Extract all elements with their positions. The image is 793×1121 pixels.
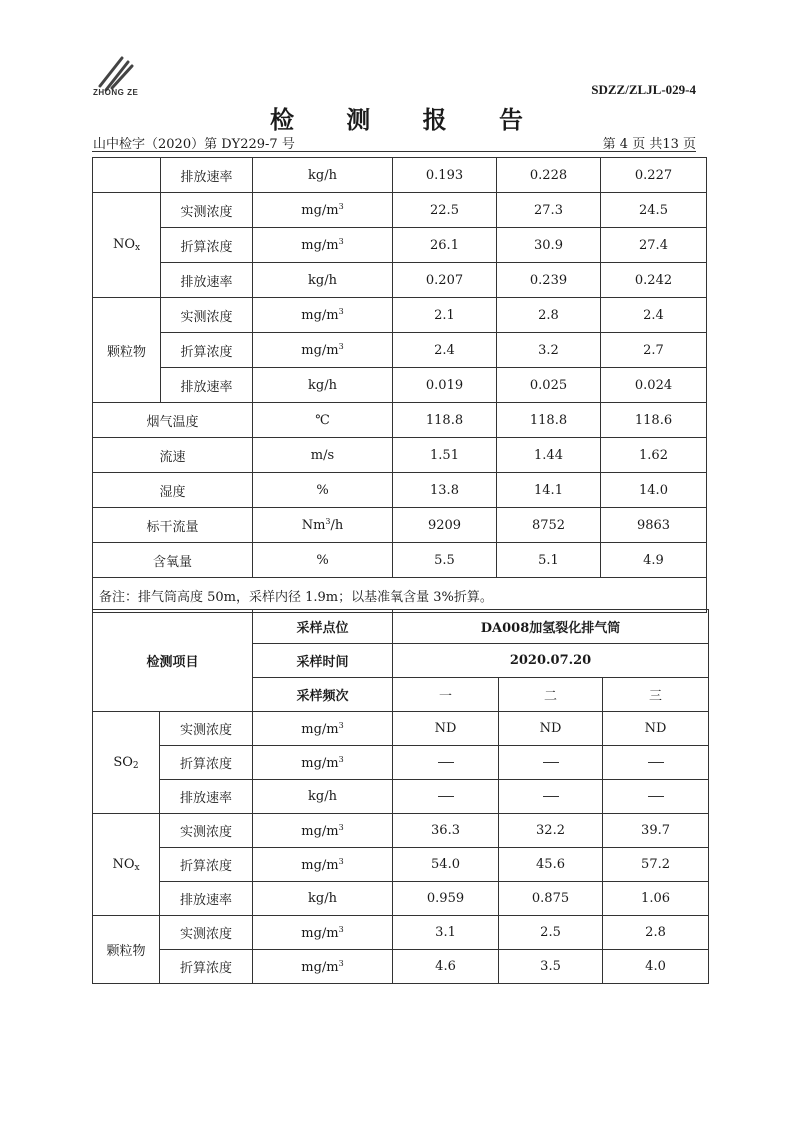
unit-cell: $mg/m^3$ [253, 298, 393, 333]
header-rule [92, 151, 696, 152]
value-cell: 54.0 [393, 848, 499, 882]
note-row [93, 578, 707, 613]
value-cell: 0.227 [601, 158, 707, 193]
unit-cell: $mg/m^3$ [253, 950, 393, 984]
table-row [93, 298, 707, 333]
value-cell: 118.6 [601, 403, 707, 438]
table-row [93, 438, 707, 473]
value-cell: 2.8 [497, 298, 601, 333]
sampling-frequency-label: 采样频次 [253, 678, 393, 712]
logo-text: ZHONG ZE [93, 88, 139, 97]
value-cell [499, 780, 603, 814]
value-cell: 13.8 [393, 473, 497, 508]
parameter-label: 实测浓度 [161, 298, 253, 333]
value-cell: ND [499, 712, 603, 746]
value-cell: 4.6 [393, 950, 499, 984]
unit-cell: $mg/m^3$ [253, 814, 393, 848]
parameter-label: 实测浓度 [160, 712, 253, 746]
pollutant-group: 颗粒物 [93, 298, 161, 403]
value-cell: 2.4 [393, 333, 497, 368]
report-reference-number: 山中检字（2020）第 DY229-7 号 [93, 137, 295, 152]
value-cell: 24.5 [601, 193, 707, 228]
table-row [93, 263, 707, 298]
value-cell: 0.239 [497, 263, 601, 298]
value-cell: 22.5 [393, 193, 497, 228]
value-cell: 3.5 [499, 950, 603, 984]
value-cell: ND [603, 712, 709, 746]
pollutant-group: 颗粒物 [93, 916, 160, 984]
value-cell: 0.207 [393, 263, 497, 298]
value-cell: 2.5 [499, 916, 603, 950]
value-cell [603, 780, 709, 814]
value-cell: 1.44 [497, 438, 601, 473]
table-row [93, 848, 709, 882]
frequency-3: 三 [603, 678, 709, 712]
value-cell: 3.1 [393, 916, 499, 950]
value-cell: 5.5 [393, 543, 497, 578]
value-cell: 27.4 [601, 228, 707, 263]
pollutant-group: $NO_x$ [93, 814, 160, 916]
value-cell: 8752 [497, 508, 601, 543]
value-cell [393, 780, 499, 814]
unit-cell: ℃ [253, 403, 393, 438]
value-cell: 0.024 [601, 368, 707, 403]
unit-cell: kg/h [253, 158, 393, 193]
sampling-time-value: 2020.07.20 [393, 644, 709, 678]
page-number: 第 4 页 共13 页 [602, 137, 696, 152]
sampling-time-label: 采样时间 [253, 644, 393, 678]
unit-cell: $mg/m^3$ [253, 228, 393, 263]
parameter-label: 排放速率 [161, 368, 253, 403]
unit-cell: $mg/m^3$ [253, 848, 393, 882]
unit-cell: $mg/m^3$ [253, 193, 393, 228]
table-row [93, 403, 707, 438]
value-cell: 39.7 [603, 814, 709, 848]
frequency-1: 一 [393, 678, 499, 712]
value-cell: 2.7 [601, 333, 707, 368]
value-cell: 32.2 [499, 814, 603, 848]
value-cell: 3.2 [497, 333, 601, 368]
unit-cell: $mg/m^3$ [253, 916, 393, 950]
value-cell: 1.51 [393, 438, 497, 473]
parameter-label: 烟气温度 [93, 403, 253, 438]
parameter-label: 折算浓度 [160, 746, 253, 780]
table-row [93, 916, 709, 950]
parameter-label: 排放速率 [161, 158, 253, 193]
parameter-label: 折算浓度 [160, 950, 253, 984]
value-cell [603, 746, 709, 780]
unit-cell: kg/h [253, 882, 393, 916]
parameter-label: 折算浓度 [160, 848, 253, 882]
unit-cell: Nm$^3$/h [253, 508, 393, 543]
table-row [93, 780, 709, 814]
value-cell: 57.2 [603, 848, 709, 882]
sampling-point-value: DA008加氢裂化排气筒 [393, 610, 709, 644]
emission-table-2 [92, 609, 709, 984]
parameter-label: 实测浓度 [161, 193, 253, 228]
emission-table-1 [92, 157, 707, 613]
document-code: SDZZ/ZLJL-029-4 [591, 82, 696, 97]
unit-cell: $mg/m^3$ [253, 333, 393, 368]
unit-cell: $mg/m^3$ [253, 712, 393, 746]
value-cell: 0.228 [497, 158, 601, 193]
parameter-label: 排放速率 [160, 780, 253, 814]
parameter-label: 折算浓度 [161, 228, 253, 263]
sampling-point-label: 采样点位 [253, 610, 393, 644]
test-item-header: 检测项目 [93, 610, 253, 712]
table-row [93, 508, 707, 543]
value-cell: 118.8 [393, 403, 497, 438]
table-row [93, 814, 709, 848]
pollutant-group: $SO_2$ [93, 712, 160, 814]
value-cell: 9209 [393, 508, 497, 543]
value-cell: 27.3 [497, 193, 601, 228]
parameter-label: 排放速率 [161, 263, 253, 298]
value-cell: 30.9 [497, 228, 601, 263]
table-row [93, 746, 709, 780]
pollutant-group: $NO_x$ [93, 193, 161, 298]
table-row [93, 158, 707, 193]
table-row [93, 193, 707, 228]
unit-cell: m/s [253, 438, 393, 473]
parameter-label: 湿度 [93, 473, 253, 508]
unit-cell: kg/h [253, 780, 393, 814]
table-row [93, 333, 707, 368]
value-cell: 4.0 [603, 950, 709, 984]
table-row [93, 882, 709, 916]
value-cell: 0.019 [393, 368, 497, 403]
value-cell: 2.8 [603, 916, 709, 950]
unit-cell: $mg/m^3$ [253, 746, 393, 780]
parameter-label: 标干流量 [93, 508, 253, 543]
value-cell: ND [393, 712, 499, 746]
value-cell: 1.06 [603, 882, 709, 916]
value-cell: 14.0 [601, 473, 707, 508]
table-row [93, 228, 707, 263]
value-cell: 45.6 [499, 848, 603, 882]
table-row [93, 950, 709, 984]
unit-cell: kg/h [253, 368, 393, 403]
value-cell: 0.242 [601, 263, 707, 298]
unit-cell: kg/h [253, 263, 393, 298]
value-cell: 36.3 [393, 814, 499, 848]
parameter-label: 实测浓度 [160, 916, 253, 950]
frequency-2: 二 [499, 678, 603, 712]
table-row [93, 473, 707, 508]
parameter-label: 流速 [93, 438, 253, 473]
value-cell: 118.8 [497, 403, 601, 438]
parameter-label: 排放速率 [160, 882, 253, 916]
value-cell [393, 746, 499, 780]
value-cell: 5.1 [497, 543, 601, 578]
value-cell: 1.62 [601, 438, 707, 473]
group-cell-continued [93, 158, 161, 193]
parameter-label: 含氧量 [93, 543, 253, 578]
value-cell: 0.193 [393, 158, 497, 193]
table-row [93, 368, 707, 403]
value-cell: 14.1 [497, 473, 601, 508]
parameter-label: 折算浓度 [161, 333, 253, 368]
table-note: 备注：排气筒高度 50m，采样内径 1.9m；以基准氧含量 3%折算。 [93, 578, 707, 613]
report-title: 检 测 报 告 [269, 105, 546, 134]
value-cell: 9863 [601, 508, 707, 543]
value-cell: 2.4 [601, 298, 707, 333]
value-cell: 2.1 [393, 298, 497, 333]
value-cell: 0.875 [499, 882, 603, 916]
parameter-label: 实测浓度 [160, 814, 253, 848]
value-cell: 0.025 [497, 368, 601, 403]
value-cell: 0.959 [393, 882, 499, 916]
unit-cell: % [253, 543, 393, 578]
value-cell [499, 746, 603, 780]
value-cell: 4.9 [601, 543, 707, 578]
unit-cell: % [253, 473, 393, 508]
table-row [93, 543, 707, 578]
value-cell: 26.1 [393, 228, 497, 263]
table-row [93, 712, 709, 746]
